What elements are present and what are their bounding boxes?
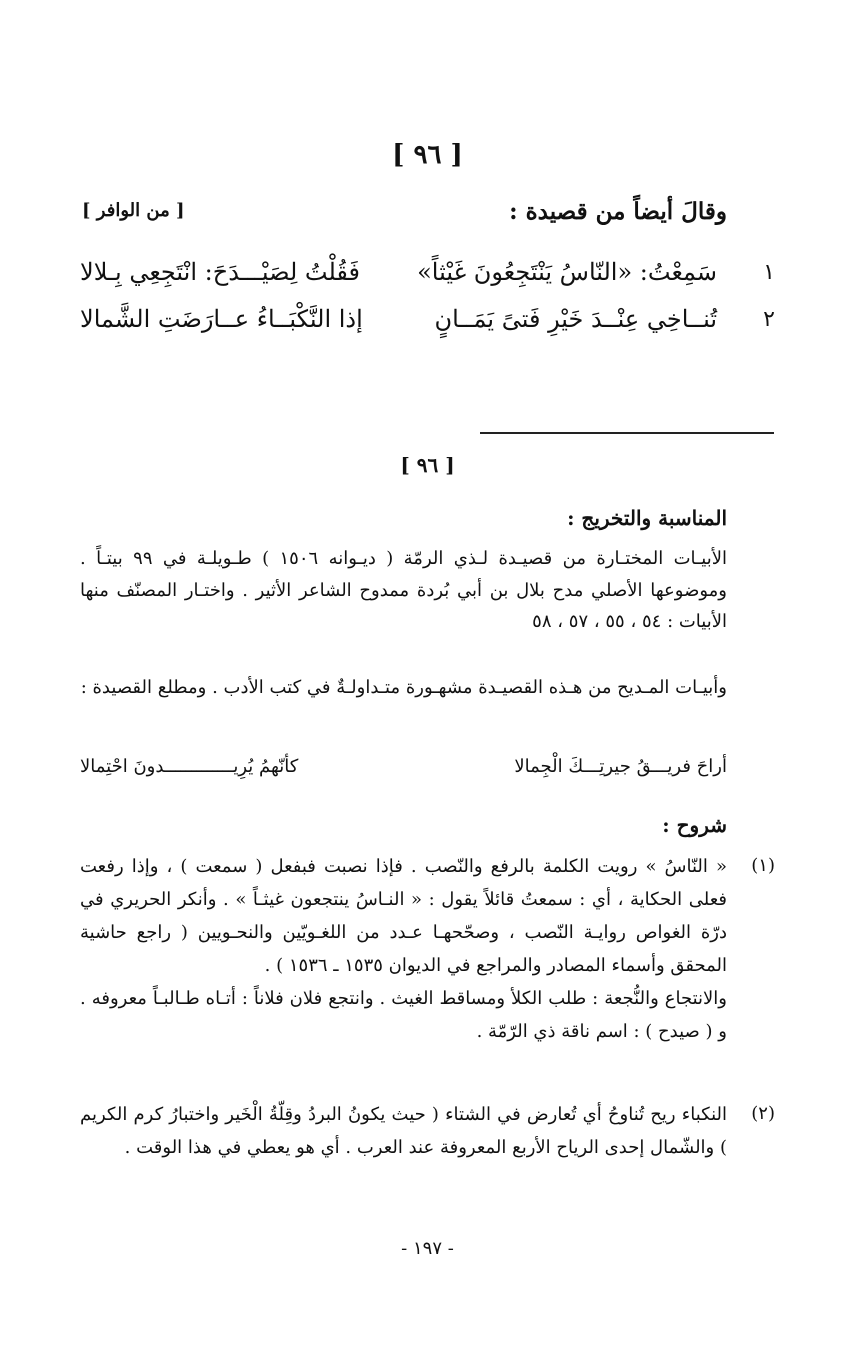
note-paragraph: والانتجاع والنُّجعة : طلب الكلأ ومساقط الغيث . وانتجع فلان فلاناً : أتـاه طـالبـاً معروفه . و ( صيدح ) : اسم ناقة ذي الرّمّة . bbox=[80, 988, 727, 1042]
occasion-text: الأبيـات المختـارة من قصيـدة لـذي الرمّة ( ديـوانه ١٥٠٦ ) طـويلـة في ٩٩ بيتـاً . وموضوعها الأصلي مدح بلال بن أبي بُردة ممدوح الشاعر الأثير . واختـار المصنّف منها الأبيات : ٥٤ ، ٥٥ ، ٥٧ ، ٥٨ bbox=[80, 548, 728, 632]
opening-verse-first-half: أراحَ فريـــقُ جيرتِـــكَ الْجِمالا bbox=[514, 756, 727, 777]
verse-line bbox=[80, 258, 775, 298]
poem-meter: [ من الوافر ] bbox=[82, 200, 185, 221]
verse-first-half: سَمِعْتُ: «النّاسُ يَنْتَجِعُونَ غَيْثاً» bbox=[417, 258, 717, 286]
poem-intro: وقالَ أيضاً من قصيدة : bbox=[509, 198, 727, 225]
footnote-divider bbox=[480, 432, 774, 434]
verse-first-half: تُنــاخِي عِنْــدَ خَيْرِ فَتىً يَمَــانٍ bbox=[434, 305, 717, 333]
opening-verse bbox=[80, 756, 727, 790]
poem-number: [ ٩٦ ] bbox=[392, 140, 463, 170]
notes-number: [ ٩٦ ] bbox=[400, 453, 455, 477]
opening-verse-second-half: كأنّهمُ يُرِيـــــــــــــدونَ احْتِمالا bbox=[80, 756, 299, 777]
verse-second-half: فَقُلْتُ لِصَيْـــدَحَ: انْتَجِعِي بِـلالا bbox=[80, 258, 361, 286]
verse-line bbox=[80, 305, 775, 345]
verse-second-half: إذا النَّكْبَــاءُ عــارَضَتِ الشَّمالا bbox=[80, 305, 363, 333]
commentary-note bbox=[80, 1098, 775, 1164]
page-number: - ١٩٧ - bbox=[401, 1238, 454, 1259]
verse-number: ٢ bbox=[763, 307, 775, 332]
commentary-heading: شروح : bbox=[662, 813, 727, 837]
commentary-note bbox=[80, 850, 775, 1048]
opening-text: وأبيـات المـديح من هـذه القصيـدة مشهـورة متـداولـةٌ في كتب الأدب . ومطلع القصيدة : bbox=[80, 677, 727, 698]
note-number: (٢) bbox=[751, 1103, 775, 1124]
note-number: (١) bbox=[751, 855, 775, 876]
occasion-heading: المناسبة والتخريج : bbox=[567, 506, 727, 530]
verse-number: ١ bbox=[763, 260, 775, 285]
note-paragraph: « النّاسُ » رويت الكلمة بالرفع والنّصب . فإذا نصبت فبفعل ( سمعت ) ، وإذا رفعت فعلى الحكاية ، أي : سمعتُ قائلاً يقول : « النـاسُ ينتجعون غيثـاً » . وأنكر الحريري في درّة الغواص روايـة النّصب ، وصحّحهـا عـدد من اللغـويّين والنحـويين ( راجع حاشية المحقق وأسماء المصادر والمراجع في الديوان ١٥٣٥ ـ ١٥٣٦ ) . bbox=[80, 856, 727, 976]
note-paragraph: النكباء ريح تُناوحُ أي تُعارض في الشتاء ( حيث يكونُ البردُ وقِلّةُ الْخَير واختبارُ كرم الكريم ) والشّمال إحدى الرياح الأربع المعروفة عند العرب . أي هو يعطي في هذا الوقت . bbox=[80, 1104, 728, 1158]
